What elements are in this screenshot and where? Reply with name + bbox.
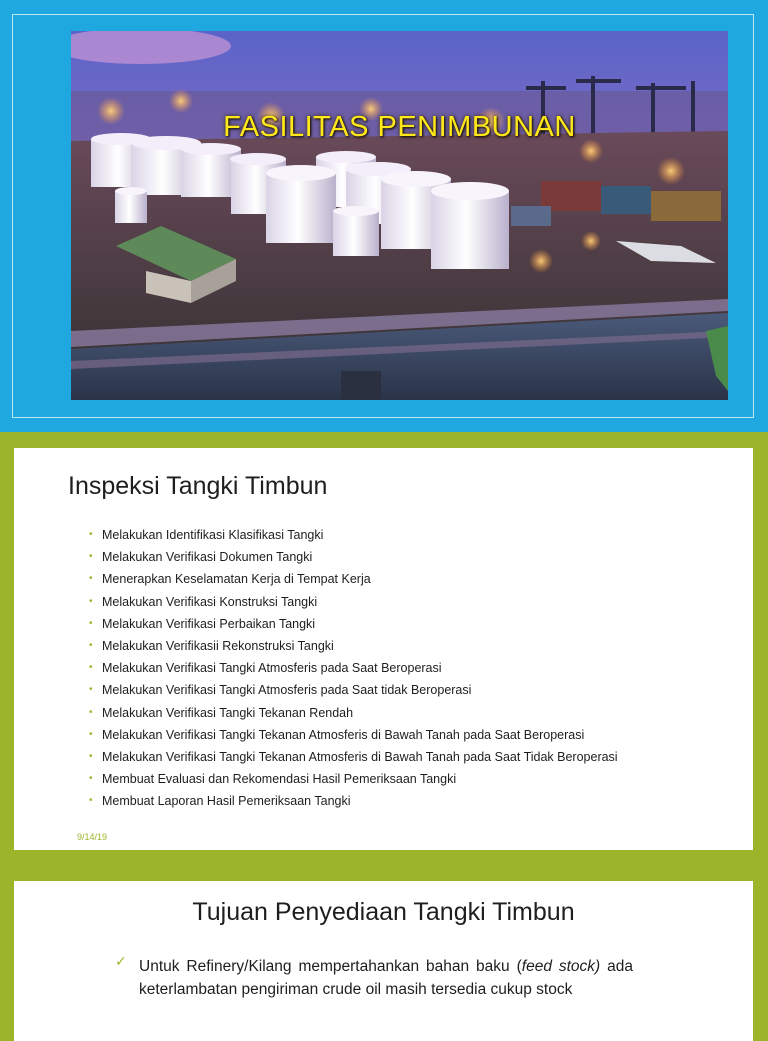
tank-farm-illustration <box>71 31 728 400</box>
list-item <box>89 568 618 590</box>
bullet-icon: • <box>89 595 93 607</box>
purpose-text-italic: feed stock) <box>521 958 601 975</box>
list-item <box>89 635 618 657</box>
list-item <box>89 591 618 613</box>
list-item <box>89 546 618 568</box>
list-item <box>89 768 618 790</box>
purpose-text-part2: ada keterlambatan pengiriman crude oil masih tersedia cukup stock <box>139 958 633 998</box>
list-item-text: Melakukan Verifikasi Tangki Atmosferis pada Saat Beroperasi <box>102 661 442 676</box>
bullet-icon: • <box>89 728 93 740</box>
list-item <box>89 746 618 768</box>
bullet-icon: • <box>89 573 93 585</box>
list-item-text: Melakukan Verifikasii Rekonstruksi Tangki <box>102 639 334 654</box>
slide-3 <box>14 881 753 1041</box>
list-item-text: Melakukan Identifikasi Klasifikasi Tangki <box>102 528 324 542</box>
list-item <box>89 702 618 724</box>
bullet-icon: • <box>89 773 93 785</box>
slide-3-title: Tujuan Penyediaan Tangki Timbun <box>192 898 575 926</box>
purpose-item <box>118 955 633 1001</box>
bullet-icon: • <box>89 684 93 696</box>
list-item <box>89 657 618 679</box>
list-item-text: Membuat Laporan Hasil Pemeriksaan Tangki <box>102 794 351 809</box>
bullet-icon: • <box>89 640 93 652</box>
slide-2 <box>14 448 753 850</box>
slide-date: 9/14/19 <box>77 832 108 842</box>
bullet-icon: • <box>89 551 93 563</box>
purpose-item-text <box>118 955 633 1001</box>
list-item-text: Melakukan Verifikasi Tangki Atmosferis pada Saat tidak Beroperasi <box>102 683 472 698</box>
list-item <box>89 524 618 546</box>
bullet-icon: • <box>89 662 93 674</box>
list-item <box>89 790 618 812</box>
slide-1 <box>0 0 768 432</box>
list-item-text: Membuat Evaluasi dan Rekomendasi Hasil Pemeriksaan Tangki <box>102 772 457 787</box>
slide-2-title: Inspeksi Tangki Timbun <box>68 472 328 500</box>
bullet-icon: • <box>89 617 93 629</box>
tank-farm-photo <box>71 31 728 400</box>
list-item-text: Menerapkan Keselamatan Kerja di Tempat Kerja <box>102 572 371 587</box>
list-item-text: Melakukan Verifikasi Tangki Tekanan Atmosferis di Bawah Tanah pada Saat Tidak Beroperasi <box>102 750 618 765</box>
list-item <box>89 679 618 701</box>
bullet-icon: • <box>89 529 93 540</box>
bullet-icon: • <box>89 706 93 718</box>
list-item-text: Melakukan Verifikasi Tangki Tekanan Atmosferis di Bawah Tanah pada Saat Beroperasi <box>102 727 585 742</box>
list-item <box>89 724 618 746</box>
list-item-text: Melakukan Verifikasi Konstruksi Tangki <box>102 594 318 609</box>
list-item-text: Melakukan Verifikasi Dokumen Tangki <box>102 550 313 565</box>
purpose-text-part1: Untuk Refinery/Kilang mempertahankan bahan baku ( <box>139 958 522 975</box>
checkmark-icon: ✓ <box>115 953 127 969</box>
slide-1-title: FASILITAS PENIMBUNAN <box>223 111 576 143</box>
list-item-text: Melakukan Verifikasi Tangki Tekanan Rendah <box>102 705 354 720</box>
bullet-icon: • <box>89 751 93 763</box>
list-item <box>89 613 618 635</box>
list-item-text: Melakukan Verifikasi Perbaikan Tangki <box>102 616 316 631</box>
bullet-icon: • <box>89 795 93 807</box>
inspection-list <box>89 524 618 813</box>
